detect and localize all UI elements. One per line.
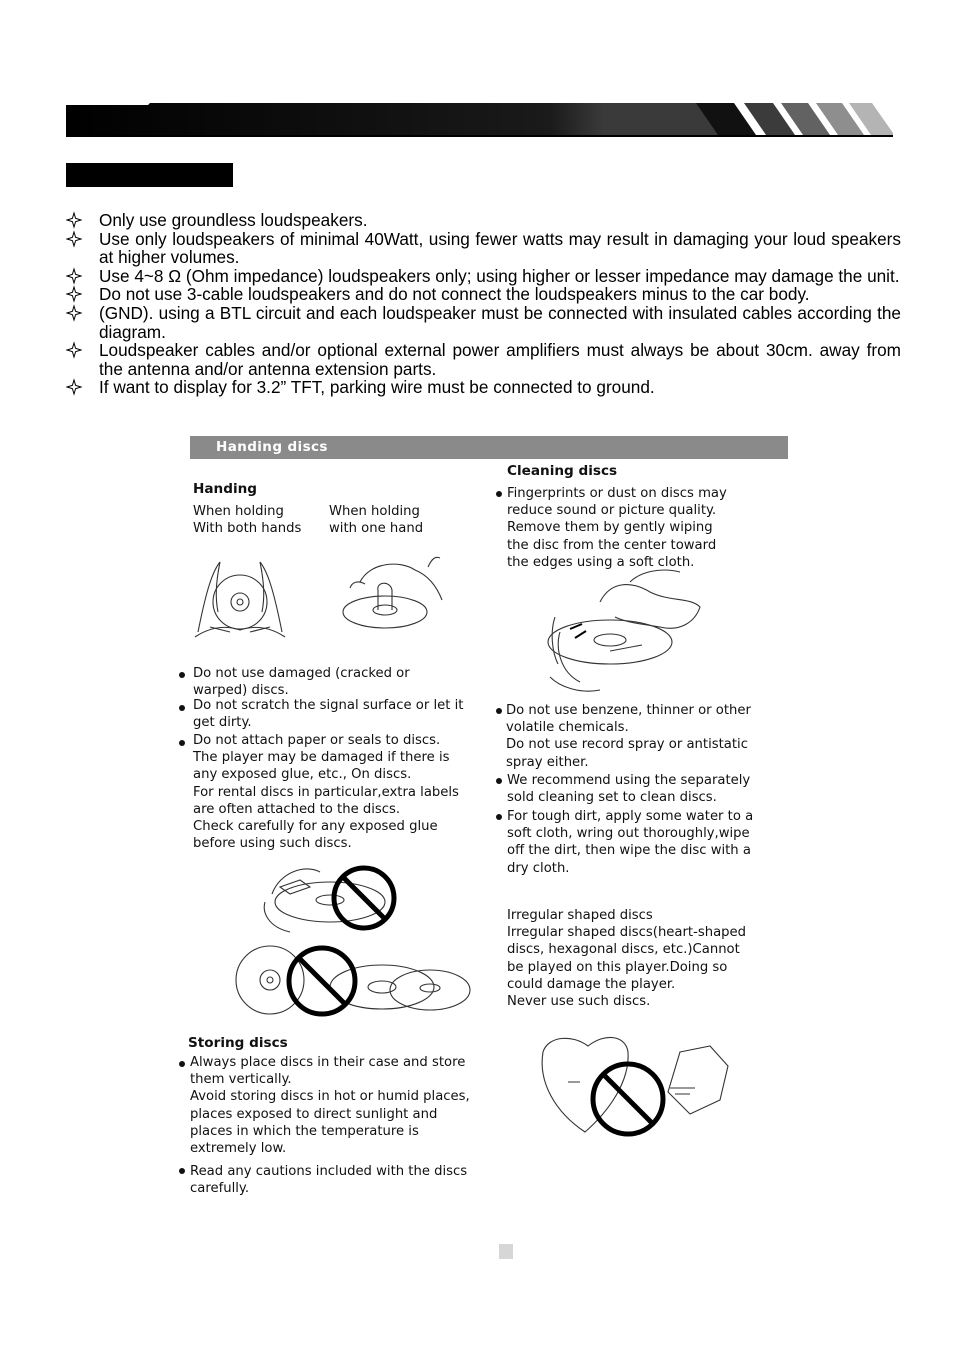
star-bullet-icon: [66, 285, 82, 303]
disc-one-hand-illustration: [343, 557, 442, 628]
star-bullet-icon: [66, 341, 82, 359]
note-text: Use only loudspeakers of minimal 40Watt, using fewer watts may result in damaging your loud speakers at higher volumes.: [99, 228, 901, 268]
disc-both-hands-illustration: [195, 562, 285, 637]
bullet-dot: [179, 705, 185, 711]
list-item: [66, 230, 901, 267]
storing-bullet-1: Always place discs in their case and store them vertically. Avoid storing discs in hot or humid places, places exposed to direct sunlight and places in which the temperature is extremely low.: [190, 1055, 470, 1157]
bullet-dot: [496, 814, 502, 820]
irregular-discs-illustration: [542, 1037, 728, 1132]
note-text: Only use groundless loudspeakers.: [99, 210, 368, 230]
cleaning-bullet-3: We recommend using the separately sold cleaning set to clean discs.: [507, 773, 751, 806]
one-hand-caption: When holding with one hand: [329, 504, 424, 537]
irregular-discs-text: Irregular shaped discs Irregular shaped discs(heart-shaped discs, hexagonal discs, etc.)Cannot be played on this player.Doing so could damage the player. Never use such discs.: [507, 908, 747, 1010]
note-text: Do not use 3-cable loudspeakers and do not connect the loudspeakers minus to the car body.: [99, 284, 810, 305]
bullet-dot: [179, 1168, 185, 1174]
bullet-dot: [496, 708, 502, 714]
bullet-dot: [179, 672, 185, 678]
star-bullet-icon: [66, 211, 82, 229]
bullet-dot: [179, 740, 185, 746]
disc-handling-figure: [160, 432, 800, 1212]
storing-bullet-2: Read any cautions included with the discs carefully.: [190, 1164, 468, 1197]
list-item: [66, 211, 901, 230]
header-band: [66, 103, 893, 137]
left-bullet-1: Do not use damaged (cracked or warped) discs.: [193, 666, 410, 699]
note-text: Use 4~8 Ω (Ohm impedance) loudspeakers only; using higher or lesser impedance may damage the unit.: [99, 265, 900, 286]
note-text: (GND). using a BTL circuit and each loudspeaker must be connected with insulated cables according the diagram.: [99, 302, 901, 342]
disc-cleaning-illustration: [548, 570, 700, 691]
bullet-dot: [496, 778, 502, 784]
prohibition-sign-icon-3: [593, 1064, 663, 1134]
list-item: [66, 378, 901, 397]
left-bullet-3: Do not attach paper or seals to discs. The player may be damaged if there is any exposed glue, etc., On discs. For rental discs in particular,extra labels are often attached to the discs. Check carefully for any exposed glue before using such discs.: [193, 733, 459, 852]
note-text: Loudspeaker cables and/or optional external power amplifiers must always be about 30cm. away from the antenna and/or antenna extension parts.: [99, 340, 901, 379]
note-text: If want to display for 3.2” TFT, parking wire must be connected to ground.: [99, 377, 655, 398]
left-bullet-2: Do not scratch the signal surface or let it get dirty.: [193, 698, 464, 731]
figure-title: Handing discs: [216, 439, 328, 455]
list-item: [66, 285, 901, 304]
star-bullet-icon: [66, 378, 82, 396]
bullet-dot: [179, 1061, 185, 1067]
star-bullet-icon: [66, 267, 82, 285]
list-item: [66, 267, 901, 286]
storing-heading: Storing discs: [188, 1035, 288, 1051]
both-hands-caption: When holding With both hands: [193, 504, 302, 537]
prohibition-sign-icon-2: [289, 948, 355, 1014]
list-item: [66, 341, 901, 378]
star-bullet-icon: [66, 230, 82, 248]
cleaning-bullet-2: Do not use benzene, thinner or other volatile chemicals. Do not use record spray or antistatic spray either.: [506, 703, 751, 770]
cleaning-bullet-1: Fingerprints or dust on discs may reduce sound or picture quality. Remove them by gently wiping the disc from the center toward the edges using a soft cloth.: [507, 486, 727, 570]
speaker-notes-list: [66, 211, 901, 397]
bullet-dot: [496, 491, 502, 497]
cleaning-bullet-4: For tough dirt, apply some water to a soft cloth, wring out thoroughly,wipe off the dirt, then wipe the disc with a dry cloth.: [507, 809, 754, 876]
page-number-marker: [499, 1244, 513, 1259]
cleaning-heading: Cleaning discs: [507, 463, 618, 479]
handing-heading: Handing: [193, 481, 258, 497]
list-item: [66, 304, 901, 341]
section-tab: [66, 163, 233, 187]
star-bullet-icon: [66, 304, 82, 322]
